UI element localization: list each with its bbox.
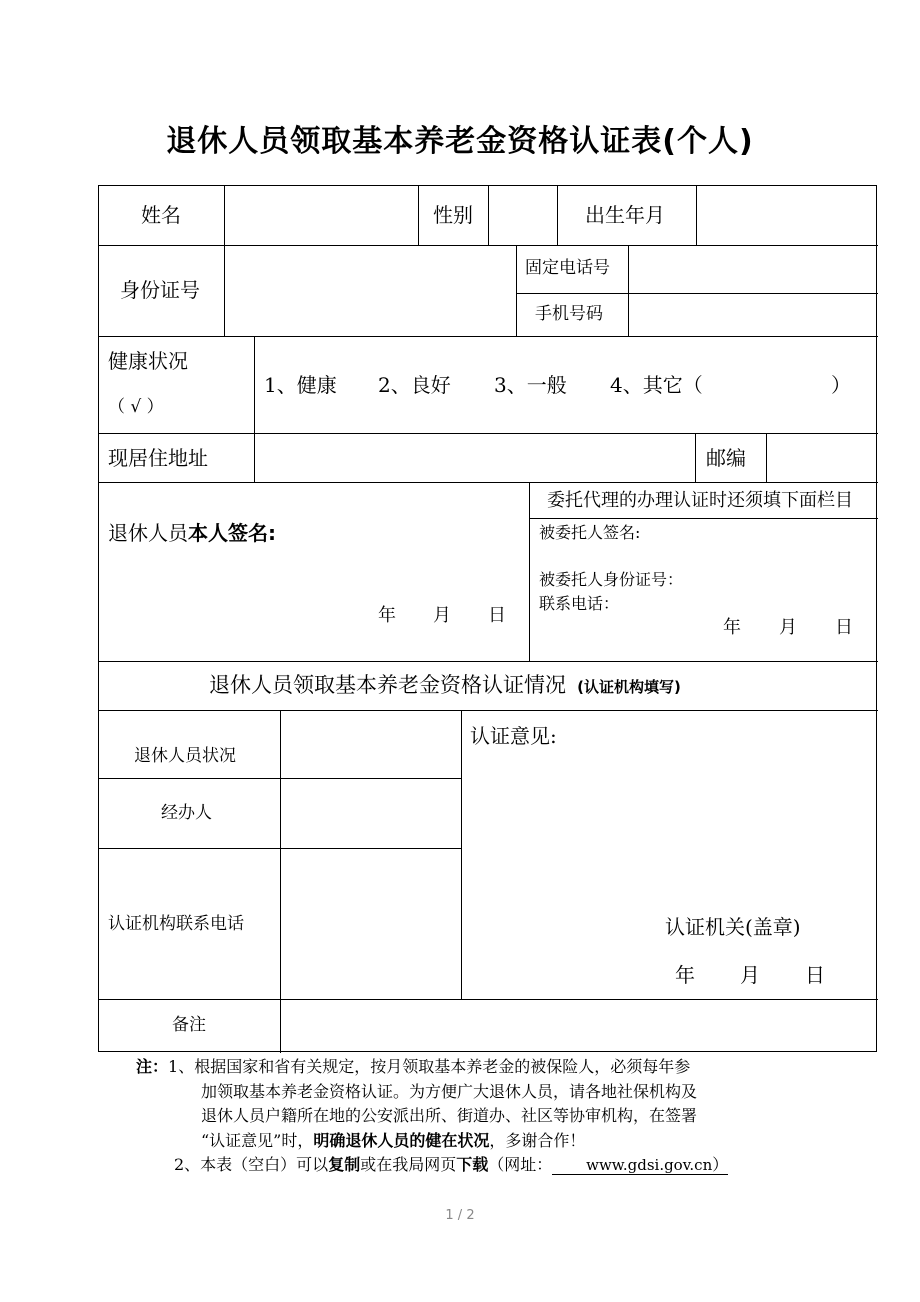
name-label: 姓名 — [141, 203, 181, 227]
retiree-date-month: 月 — [433, 605, 451, 626]
page-indicator: 1 / 2 — [445, 1208, 475, 1223]
proxy-date-day: 日 — [835, 617, 853, 638]
health-option-average: 3、一般 — [494, 373, 567, 397]
postcode-label: 邮编 — [706, 446, 746, 470]
gender-label: 性别 — [433, 203, 473, 227]
form-title: 退休人员领取基本养老金资格认证表(个人) — [166, 124, 754, 159]
retiree-date-day: 日 — [488, 605, 506, 626]
notes-line-5: 2、本表（空白）可以复制或在我局网页下载（网址： www.gdsi.gov.cn） — [174, 1155, 729, 1174]
health-option-other-close: ） — [831, 373, 851, 397]
retiree-signature-label: 退休人员本人签名: — [108, 521, 276, 545]
mobile-label: 手机号码 — [535, 304, 603, 324]
org-phone-label: 认证机构联系电话 — [108, 914, 244, 934]
proxy-date-month: 月 — [779, 617, 797, 638]
health-check-hint: （ √ ） — [108, 397, 164, 417]
health-label: 健康状况 — [108, 349, 188, 373]
retiree-status-label: 退休人员状况 — [134, 746, 236, 766]
notes-line-4: “认证意见”时，明确退休人员的健在状况，多谢合作！ — [201, 1131, 586, 1150]
stamp-date-year: 年 — [675, 963, 695, 987]
health-option-good: 2、良好 — [378, 373, 451, 397]
handler-label: 经办人 — [161, 803, 212, 823]
proxy-signature-label: 被委托人签名: — [539, 523, 641, 542]
address-label: 现居住地址 — [108, 446, 208, 470]
opinion-label: 认证意见: — [470, 724, 557, 748]
proxy-date-year: 年 — [723, 617, 741, 638]
stamp-date-month: 月 — [740, 963, 760, 987]
form-table — [98, 185, 877, 1052]
proxy-section-header: 委托代理的办理认证时还须填下面栏目 — [547, 490, 853, 511]
health-option-other: 4、其它（ — [610, 373, 703, 397]
birth-date-label: 出生年月 — [585, 203, 665, 227]
stamp-label: 认证机关(盖章) — [665, 915, 801, 939]
health-option-healthy: 1、健康 — [264, 373, 337, 397]
proxy-id-label: 被委托人身份证号： — [539, 570, 684, 589]
stamp-date-day: 日 — [805, 963, 825, 987]
certification-section-title: 退休人员领取基本养老金资格认证情况 (认证机构填写) — [209, 673, 681, 697]
landline-label: 固定电话号 — [525, 258, 610, 278]
website-url[interactable]: www.gdsi.gov.cn — [586, 1156, 713, 1174]
notes-line-2: 加领取基本养老金资格认证。为方便广大退休人员，请各地社保机构及 — [201, 1082, 698, 1101]
retiree-date-year: 年 — [378, 605, 396, 626]
notes-line-3: 退休人员户籍所在地的公安派出所、街道办、社区等协审机构，在签署 — [201, 1106, 698, 1125]
notes-line-1: 注：1、根据国家和省有关规定，按月领取基本养老金的被保险人，必须每年参 — [136, 1057, 691, 1076]
remark-label: 备注 — [172, 1015, 206, 1035]
id-number-label: 身份证号 — [120, 278, 200, 302]
proxy-phone-label: 联系电话： — [539, 594, 620, 613]
